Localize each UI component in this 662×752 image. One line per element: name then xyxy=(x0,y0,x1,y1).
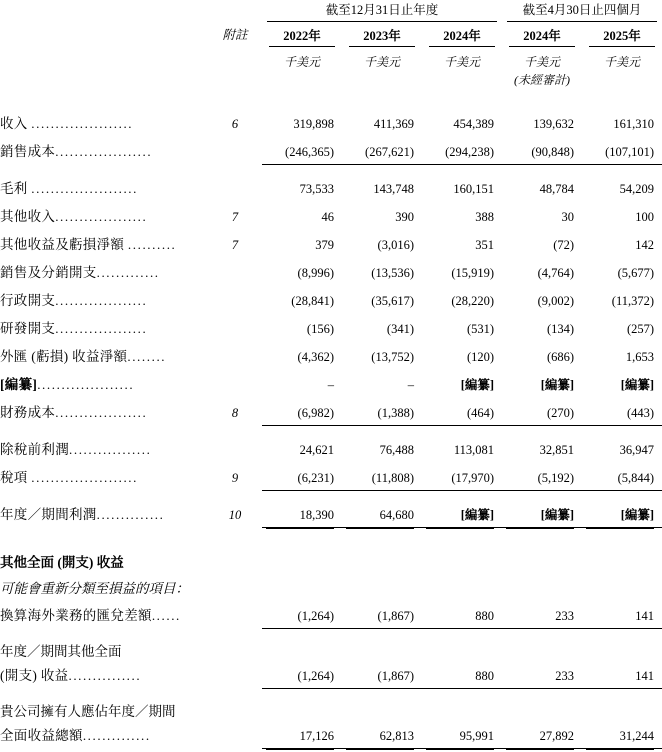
row-value: (686) xyxy=(502,341,582,369)
row-leader-dots: .............. xyxy=(97,507,165,522)
gap-cell xyxy=(0,165,662,174)
row-label xyxy=(0,499,208,528)
row-value: (17,970) xyxy=(422,462,502,491)
double-rule-cell xyxy=(342,749,422,752)
row-value: (13,752) xyxy=(342,341,422,369)
row-leader-dots: ...................... xyxy=(31,470,138,485)
gap-cell xyxy=(0,426,662,435)
header-year-2022: 2022年 xyxy=(262,23,342,45)
row-label xyxy=(0,397,208,426)
row-note xyxy=(208,600,262,629)
header-label-blank xyxy=(0,23,208,45)
row-value: 100 xyxy=(582,201,662,229)
row-value: 18,390 xyxy=(262,499,342,528)
double-rule-cell xyxy=(582,749,662,752)
row-label-text: 除稅前利潤 xyxy=(0,442,69,457)
row-leader-dots: ................... xyxy=(55,405,147,420)
gap-cell xyxy=(0,88,662,108)
row-value: (11,808) xyxy=(342,462,422,491)
gap-cell xyxy=(0,629,662,638)
row-gap xyxy=(0,426,662,435)
row-value: (246,365) xyxy=(262,136,342,165)
double-rule-cell xyxy=(262,749,342,752)
header-year-2025-interim: 2025年 xyxy=(582,23,662,45)
table-row xyxy=(0,499,662,528)
row-leader-dots: ...... xyxy=(152,608,181,623)
gap-cell xyxy=(0,531,662,545)
row-value: (13,536) xyxy=(342,257,422,285)
row-value: 142 xyxy=(582,229,662,257)
table-row xyxy=(0,285,662,313)
row-value: (11,372) xyxy=(582,285,662,313)
row-label-text: 年度／期間利潤 xyxy=(0,507,97,522)
row-leader-dots: ................. xyxy=(69,442,151,457)
row-value: 390 xyxy=(342,201,422,229)
row-label xyxy=(0,108,208,136)
row-note: 8 xyxy=(208,397,262,426)
row-label-line1: 年度／期間其他全面 xyxy=(0,637,662,660)
row-value: 141 xyxy=(582,660,662,689)
header-unit-1: 千美元 xyxy=(262,48,342,70)
header-group-title-row xyxy=(0,0,662,20)
row-value: (294,238) xyxy=(422,136,502,165)
row-note: 6 xyxy=(208,108,262,136)
row-value: (72) xyxy=(502,229,582,257)
row-note xyxy=(208,369,262,397)
row-note xyxy=(208,341,262,369)
row-value: 379 xyxy=(262,229,342,257)
row-value: (8,996) xyxy=(262,257,342,285)
row-leader-dots: .................... xyxy=(37,377,134,392)
row-leader-dots: .............. xyxy=(83,728,151,743)
table-row xyxy=(0,462,662,491)
row-gap xyxy=(0,165,662,174)
double-rule-cell xyxy=(502,749,582,752)
row-value: (3,016) xyxy=(342,229,422,257)
row-value: 233 xyxy=(502,660,582,689)
double-rule-row xyxy=(0,749,662,752)
row-label xyxy=(0,229,208,257)
row-value: [編纂] xyxy=(422,499,502,528)
row-leader-dots: ........ xyxy=(127,349,166,364)
row-value: (6,231) xyxy=(262,462,342,491)
row-value: (6,982) xyxy=(262,397,342,426)
row-value: 76,488 xyxy=(342,434,422,462)
row-label-text: 外匯 (虧損) 收益淨額 xyxy=(0,349,127,364)
oci-section-subtitle: 可能會重新分類至損益的項目： xyxy=(0,574,662,600)
row-value: [編纂] xyxy=(502,499,582,528)
header-year-2024: 2024年 xyxy=(422,23,502,45)
row-value: 17,126 xyxy=(262,720,342,749)
row-value: 141 xyxy=(582,600,662,629)
header-note-label: 附註 xyxy=(208,23,262,45)
dbl-blank-label xyxy=(0,749,208,752)
table-row xyxy=(0,257,662,285)
row-value: – xyxy=(342,369,422,397)
row-label-line1: 貴公司擁有人應佔年度／期間 xyxy=(0,697,662,720)
row-leader-dots: ................... xyxy=(55,321,147,336)
row-value: 95,991 xyxy=(422,720,502,749)
row-value: (5,844) xyxy=(582,462,662,491)
oci-section-heading-row xyxy=(0,545,662,574)
row-value: 24,621 xyxy=(262,434,342,462)
row-label xyxy=(0,313,208,341)
row-value: (107,101) xyxy=(582,136,662,165)
row-value: (156) xyxy=(262,313,342,341)
row-note xyxy=(208,313,262,341)
row-value: (1,264) xyxy=(262,660,342,689)
unaudited-blank-label xyxy=(0,70,208,88)
row-value: (134) xyxy=(502,313,582,341)
row-value: 143,748 xyxy=(342,173,422,201)
table-row xyxy=(0,136,662,165)
row-value: 454,389 xyxy=(422,108,502,136)
row-value: (4,362) xyxy=(262,341,342,369)
row-value: (443) xyxy=(582,397,662,426)
row-value: (267,621) xyxy=(342,136,422,165)
row-note: 7 xyxy=(208,229,262,257)
table-row-continuation xyxy=(0,697,662,720)
unaudited-blank-2 xyxy=(342,70,422,88)
dbl-blank-note xyxy=(208,749,262,752)
row-leader-dots: ............. xyxy=(97,265,160,280)
table-row xyxy=(0,720,662,749)
row-label xyxy=(0,434,208,462)
row-label-text: [編纂] xyxy=(0,377,37,392)
row-value: [編纂] xyxy=(582,499,662,528)
group-title-annual: 截至12月31日止年度 xyxy=(262,0,502,20)
table-row xyxy=(0,341,662,369)
oci-section-sub-row xyxy=(0,574,662,600)
row-label xyxy=(0,285,208,313)
row-note xyxy=(208,173,262,201)
table-row xyxy=(0,600,662,629)
row-label xyxy=(0,462,208,491)
header-unit-4: 千美元 xyxy=(502,48,582,70)
header-body-gap xyxy=(0,88,662,108)
row-leader-dots: .................... xyxy=(55,144,152,159)
row-value: (257) xyxy=(582,313,662,341)
row-value: 161,310 xyxy=(582,108,662,136)
header-unit-3: 千美元 xyxy=(422,48,502,70)
row-value: 388 xyxy=(422,201,502,229)
table-row xyxy=(0,173,662,201)
group-title-interim: 截至4月30日止四個月 xyxy=(502,0,662,20)
row-value: (9,002) xyxy=(502,285,582,313)
table-row xyxy=(0,108,662,136)
row-leader-dots: ................... xyxy=(55,293,147,308)
section-gap xyxy=(0,531,662,545)
table-row-continuation xyxy=(0,637,662,660)
header-corner-blank xyxy=(0,0,208,20)
unaudited-blank-1 xyxy=(262,70,342,88)
row-value: 113,081 xyxy=(422,434,502,462)
row-label-text: 行政開支 xyxy=(0,293,55,308)
row-label-text: 財務成本 xyxy=(0,405,55,420)
row-value: (5,677) xyxy=(582,257,662,285)
table-row xyxy=(0,434,662,462)
row-value: 54,209 xyxy=(582,173,662,201)
row-value: (1,867) xyxy=(342,660,422,689)
header-note-blank xyxy=(208,0,262,20)
row-value: (120) xyxy=(422,341,502,369)
row-value: [編纂] xyxy=(582,369,662,397)
row-note: 9 xyxy=(208,462,262,491)
row-value: (15,919) xyxy=(422,257,502,285)
row-label xyxy=(0,136,208,165)
table-row xyxy=(0,369,662,397)
unaudited-blank-5 xyxy=(582,70,662,88)
row-value: (341) xyxy=(342,313,422,341)
row-leader-dots: ..................... xyxy=(31,116,133,131)
table-row xyxy=(0,313,662,341)
row-value: (270) xyxy=(502,397,582,426)
gap-cell xyxy=(0,491,662,500)
row-value: 73,533 xyxy=(262,173,342,201)
row-label-text: 稅項 xyxy=(0,470,28,485)
row-value: (1,264) xyxy=(262,600,342,629)
row-leader-dots: ...................... xyxy=(31,181,138,196)
row-value: 36,947 xyxy=(582,434,662,462)
row-note: 7 xyxy=(208,201,262,229)
row-value: 1,653 xyxy=(582,341,662,369)
row-note xyxy=(208,660,262,689)
row-label-text: 其他收益及虧損淨額 xyxy=(0,237,124,252)
unit-blank-note xyxy=(208,48,262,70)
row-note xyxy=(208,720,262,749)
row-note xyxy=(208,285,262,313)
row-value: (464) xyxy=(422,397,502,426)
row-label xyxy=(0,369,208,397)
row-value: (28,841) xyxy=(262,285,342,313)
row-gap xyxy=(0,491,662,500)
row-value: 411,369 xyxy=(342,108,422,136)
header-year-2023: 2023年 xyxy=(342,23,422,45)
row-value: (1,867) xyxy=(342,600,422,629)
row-note xyxy=(208,136,262,165)
row-label-text: 銷售成本 xyxy=(0,144,55,159)
row-value: (28,220) xyxy=(422,285,502,313)
row-value: 64,680 xyxy=(342,499,422,528)
header-year-row xyxy=(0,23,662,45)
row-value: (531) xyxy=(422,313,502,341)
header-unaudited-note: (未經審計) xyxy=(502,70,582,88)
row-value: 351 xyxy=(422,229,502,257)
header-unit-row xyxy=(0,48,662,70)
row-label-text: 收入 xyxy=(0,116,28,131)
row-value: 319,898 xyxy=(262,108,342,136)
header-unit-2: 千美元 xyxy=(342,48,422,70)
row-value: (1,388) xyxy=(342,397,422,426)
row-value: 62,813 xyxy=(342,720,422,749)
row-label-text: 換算海外業務的匯兌差額 xyxy=(0,608,152,623)
row-value: 32,851 xyxy=(502,434,582,462)
unaudited-blank-note xyxy=(208,70,262,88)
table-row xyxy=(0,201,662,229)
header-year-2024-interim: 2024年 xyxy=(502,23,582,45)
row-leader-dots: ................... xyxy=(55,209,147,224)
row-value: 160,151 xyxy=(422,173,502,201)
row-label-text: 銷售及分銷開支 xyxy=(0,265,97,280)
gap-cell xyxy=(0,689,662,698)
row-leader-dots: ............... xyxy=(68,668,141,683)
table-row xyxy=(0,229,662,257)
row-label xyxy=(0,257,208,285)
table-row xyxy=(0,660,662,689)
row-label xyxy=(0,600,208,629)
row-value: (90,848) xyxy=(502,136,582,165)
row-value: 880 xyxy=(422,600,502,629)
row-label xyxy=(0,173,208,201)
row-note: 10 xyxy=(208,499,262,528)
row-value: [編纂] xyxy=(502,369,582,397)
row-value: 31,244 xyxy=(582,720,662,749)
unit-blank-label xyxy=(0,48,208,70)
row-value: (4,764) xyxy=(502,257,582,285)
row-gap xyxy=(0,689,662,698)
row-label-text: (開支) 收益 xyxy=(0,668,68,683)
row-label xyxy=(0,720,208,749)
row-label xyxy=(0,201,208,229)
table-row xyxy=(0,397,662,426)
row-note xyxy=(208,257,262,285)
row-value: 27,892 xyxy=(502,720,582,749)
header-unit-5: 千美元 xyxy=(582,48,662,70)
row-note xyxy=(208,434,262,462)
double-rule-cell xyxy=(422,749,502,752)
row-label-text: 其他收入 xyxy=(0,209,55,224)
row-value: 48,784 xyxy=(502,173,582,201)
row-value: 30 xyxy=(502,201,582,229)
row-value: 880 xyxy=(422,660,502,689)
row-label-text: 毛利 xyxy=(0,181,28,196)
row-value: 139,632 xyxy=(502,108,582,136)
row-value: (35,617) xyxy=(342,285,422,313)
row-value: – xyxy=(262,369,342,397)
row-label-text: 研發開支 xyxy=(0,321,55,336)
row-gap xyxy=(0,629,662,638)
oci-section-title: 其他全面 (開支) 收益 xyxy=(0,545,662,574)
row-value: 233 xyxy=(502,600,582,629)
row-label xyxy=(0,341,208,369)
header-unaudited-row xyxy=(0,70,662,88)
row-leader-dots: .......... xyxy=(128,237,177,252)
row-label-text: 全面收益總額 xyxy=(0,728,83,743)
row-value: 46 xyxy=(262,201,342,229)
unaudited-blank-3 xyxy=(422,70,502,88)
row-value: [編纂] xyxy=(422,369,502,397)
row-label xyxy=(0,660,208,689)
row-value: (5,192) xyxy=(502,462,582,491)
